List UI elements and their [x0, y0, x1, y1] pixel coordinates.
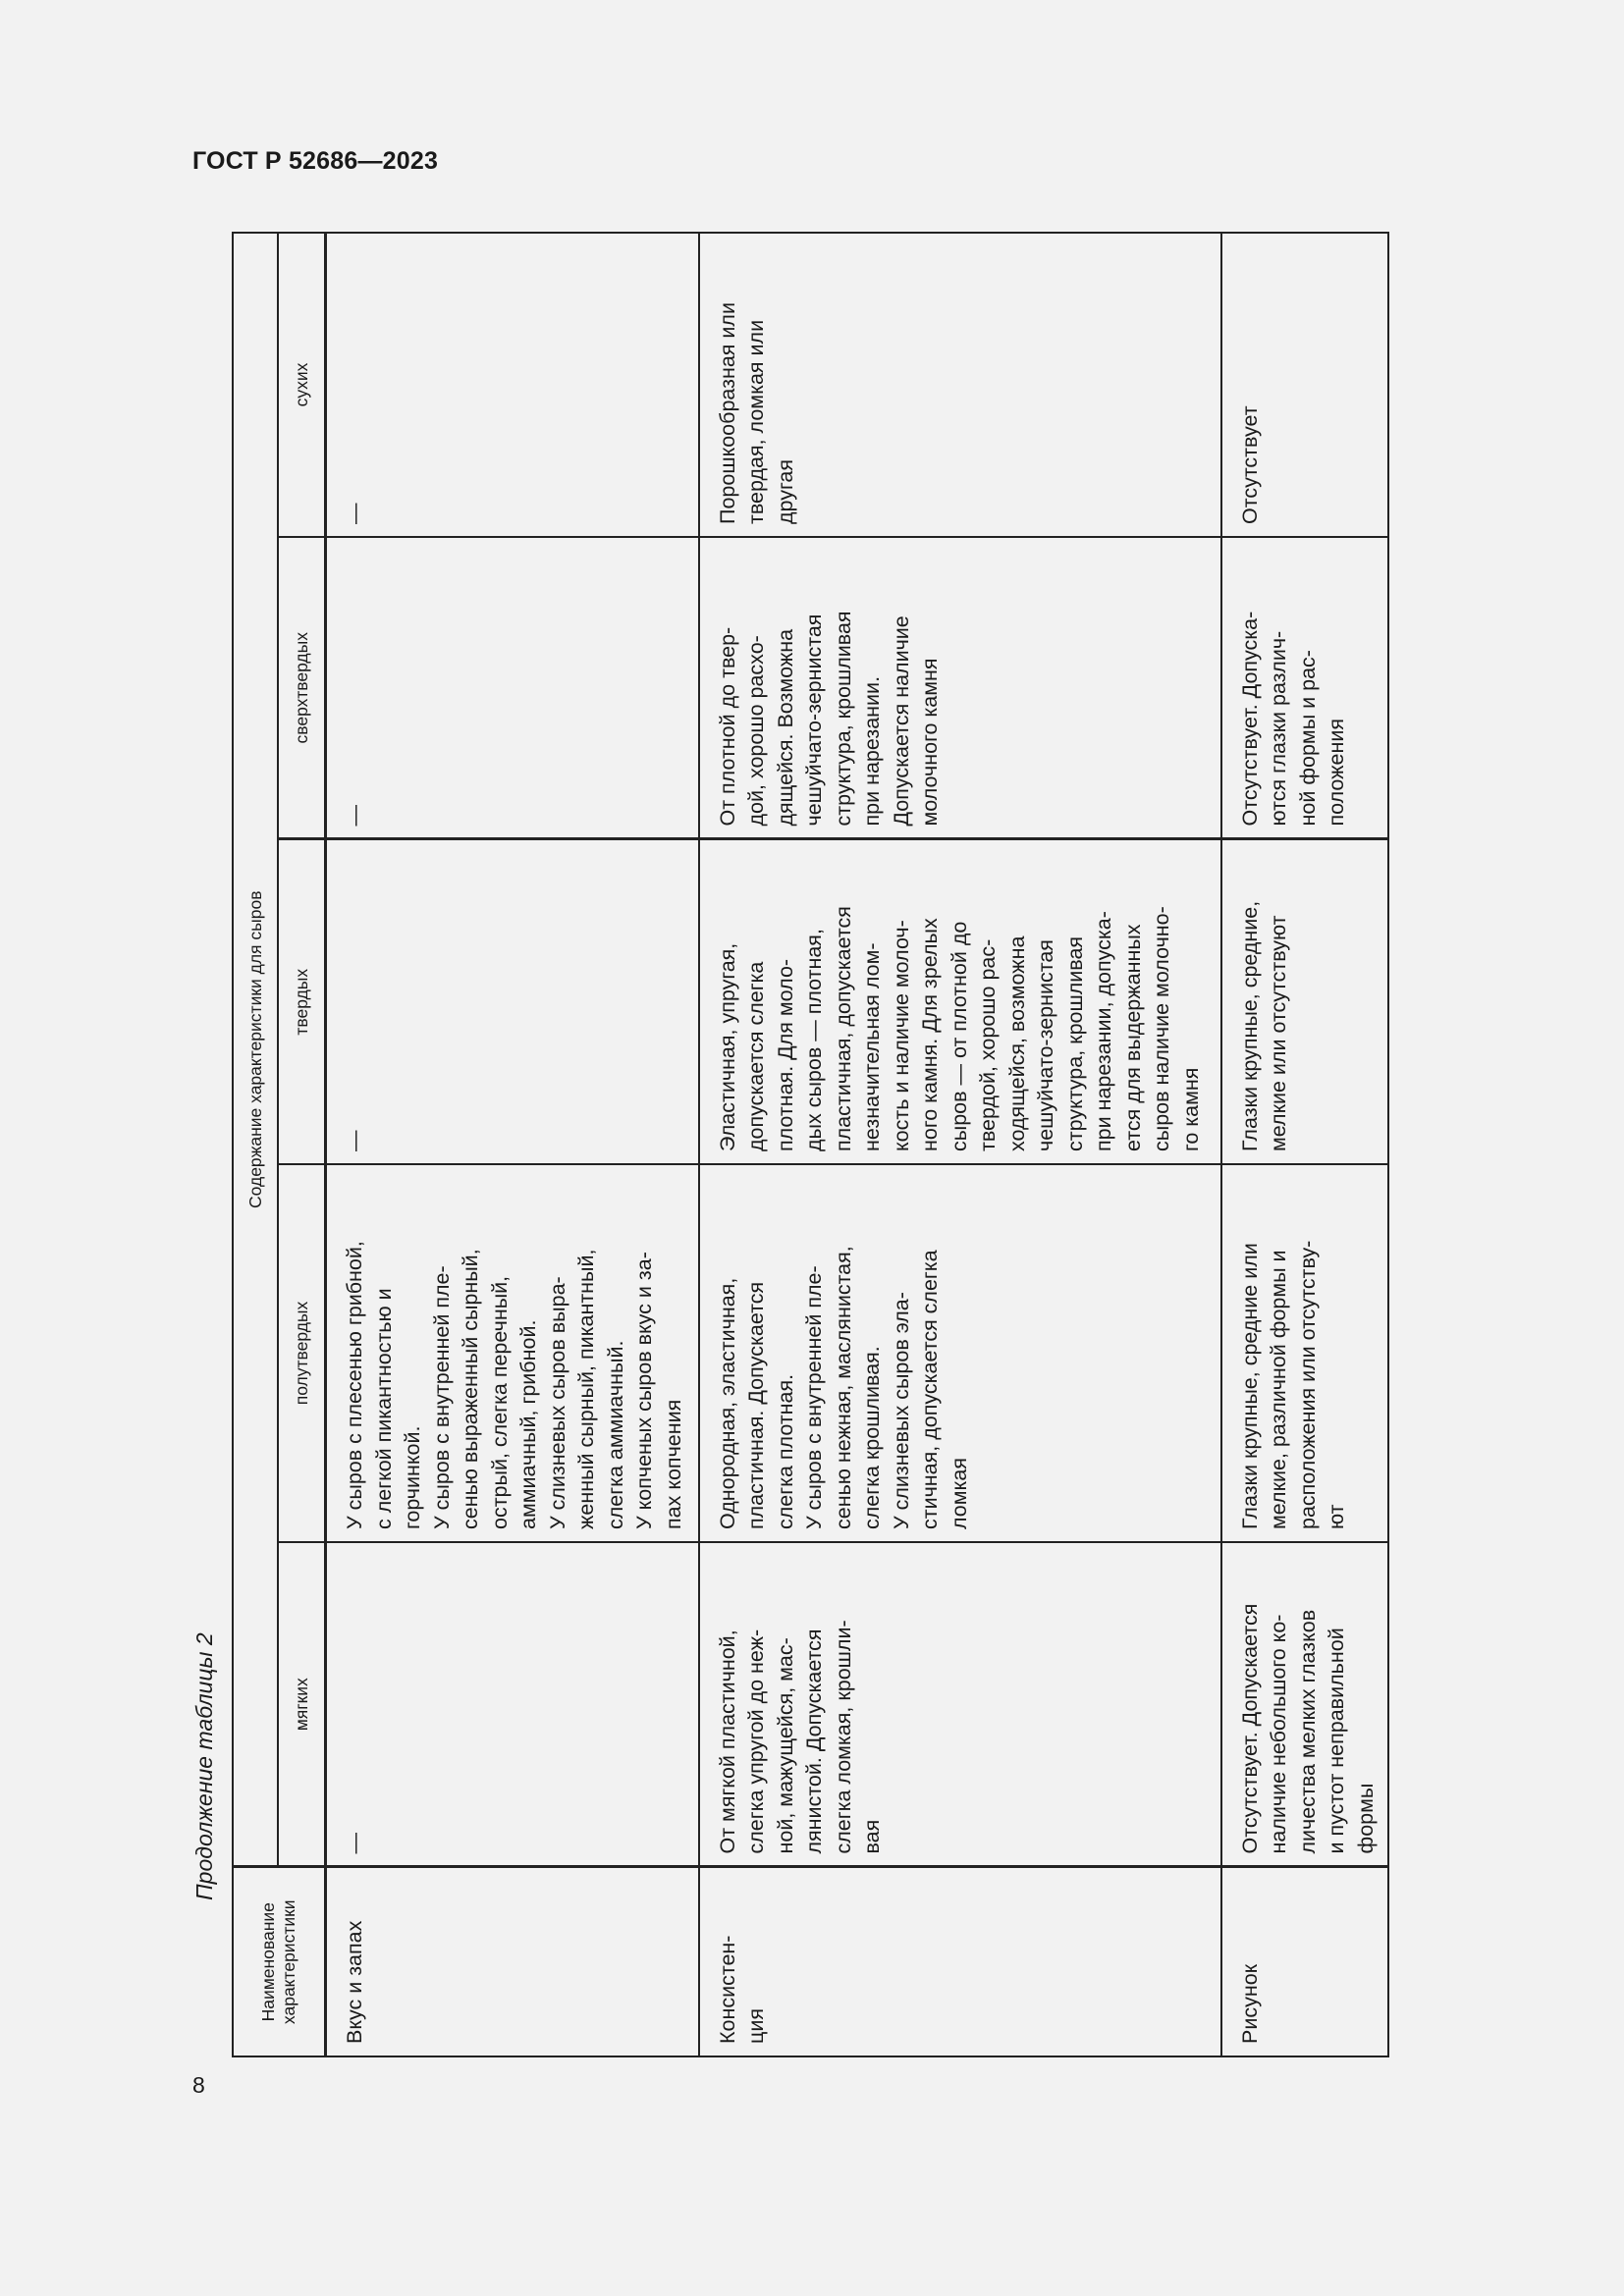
column-header-semi-hard: полутвердых: [278, 1164, 326, 1542]
table-continuation-label: Продолжение таблицы 2: [191, 1632, 217, 1900]
cell-pattern-semi-hard: Глазки крупные, средние или мелкие, различной формы и расположения или отсутству- ют: [1221, 1164, 1389, 1542]
cell-taste-hard: —: [326, 839, 699, 1164]
column-header-dry: сухих: [278, 233, 326, 537]
cell-pattern-soft: Отсутствует. Допускается наличие небольшого ко- личества мелких глазков и пустот неправильной формы: [1221, 1542, 1389, 1867]
table-row-taste-smell: [326, 233, 699, 2056]
cell-taste-semi-hard: У сыров с плесенью грибной, с легкой пикантностью и горчинкой. У сыров с внутренней пле- сенью выраженный сырный, острый, слегка перечный, аммиачный, грибной. У слизневых сыров выра- женный сырный, пикантный, слегка аммиачный. У копченых сыров вкус и за- пах копчения: [326, 1164, 699, 1542]
column-header-extra-hard: сверхтвердых: [278, 537, 326, 839]
group-column-header: Содержание характеристики для сыров: [233, 233, 278, 1867]
document-code: ГОСТ Р 52686—2023: [192, 147, 439, 175]
row-name-pattern: Рисунок: [1221, 1867, 1389, 2056]
name-column-header: Наименование характеристики: [233, 1867, 326, 2056]
cell-taste-extra-hard: —: [326, 537, 699, 839]
table-row-pattern: [1221, 233, 1389, 2056]
cell-consistency-semi-hard: Однородная, эластичная, пластичная. Допускается слегка плотная. У сыров с внутренней пле- сенью нежная, маслянистая, слегка крошливая. У слизневых сыров эла- стичная, допускается слегка ломкая: [699, 1164, 1221, 1542]
cell-consistency-dry: Порошкообразная или твердая, ломкая или другая: [699, 233, 1221, 537]
column-header-hard: твердых: [278, 839, 326, 1164]
rotated-table-frame: [232, 234, 1389, 2057]
column-header-soft: мягких: [278, 1542, 326, 1867]
cell-taste-dry: —: [326, 233, 699, 537]
cell-consistency-extra-hard: От плотной до твер- дой, хорошо расхо- дящейся. Возможна чешуйчато-зернистая структура, крошливая при нарезании. Допускается наличие молочного камня: [699, 537, 1221, 839]
cell-pattern-hard: Глазки крупные, средние, мелкие или отсутствуют: [1221, 839, 1389, 1164]
cell-pattern-dry: Отсутствует: [1221, 233, 1389, 537]
cell-taste-soft: —: [326, 1542, 699, 1867]
row-name-taste-smell: Вкус и запах: [326, 1867, 699, 2056]
page-number: 8: [192, 2072, 205, 2098]
cell-consistency-hard: Эластичная, упругая, допускается слегка плотная. Для моло- дых сыров — плотная, пластичная, допускается незначительная лом- кость и наличие молоч- ного камня. Для зрелых сыров — от плотной до твердой, хорошо рас- ходящейся, возможна чешуйчато-зернистая структура, крошливая при нарезании, допуска- ется для выдержанных сыров наличие молочно- го камня: [699, 839, 1221, 1164]
table-row-consistency: [699, 233, 1221, 2056]
cell-pattern-extra-hard: Отсутствует. Допуска- ются глазки различ- ной формы и рас- положения: [1221, 537, 1389, 839]
characteristics-table: [232, 232, 1389, 2057]
row-name-consistency: Консистен- ция: [699, 1867, 1221, 2056]
cell-consistency-soft: От мягкой пластичной, слегка упругой до неж- ной, мажущейся, мас- лянистой. Допускается слегка ломкая, крошли- вая: [699, 1542, 1221, 1867]
